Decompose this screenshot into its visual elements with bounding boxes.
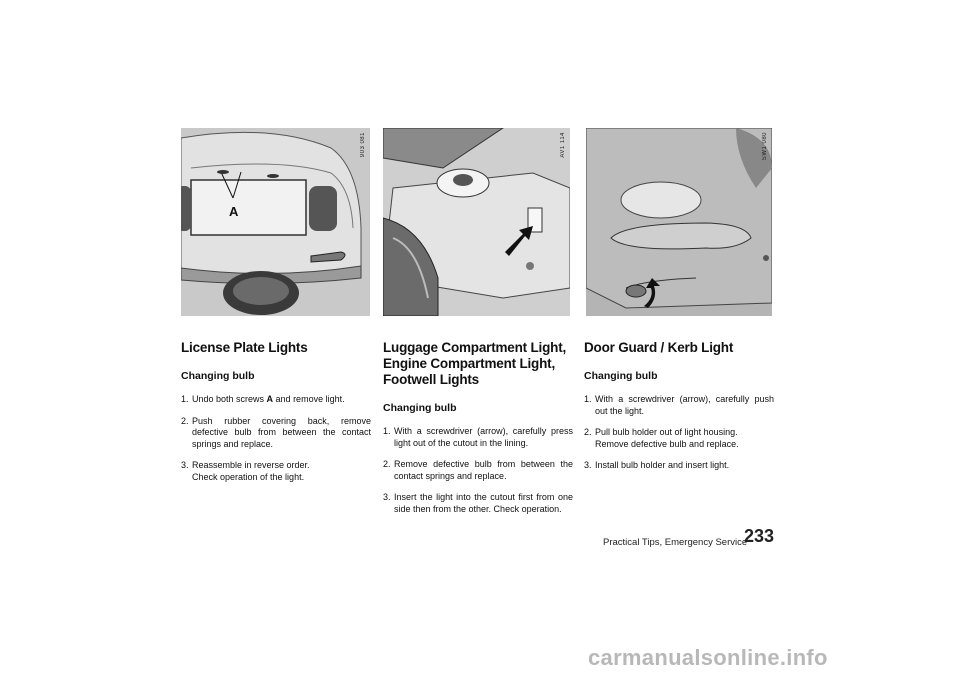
- step-item: 1. With a screwdriver (arrow), carefully press light out of the cutout in the lining.: [383, 426, 573, 448]
- step-list: [181, 394, 371, 483]
- step-item: 3. Install bulb holder and insert light.: [584, 460, 730, 470]
- license-plate-illustration: [181, 128, 370, 316]
- figure-door-guard: [586, 128, 772, 316]
- label-a: A: [229, 204, 239, 219]
- watermark-text: carmanualsonline.info: [588, 645, 828, 670]
- section-subtitle: Changing bulb: [383, 402, 457, 414]
- step-list: [584, 394, 774, 472]
- section-subtitle: Changing bulb: [181, 370, 255, 382]
- column-compartment-lights: [383, 340, 573, 525]
- door-guard-illustration: [586, 128, 772, 316]
- section-title: Luggage Compartment Light, Engine Compartment Light, Footwell Lights: [383, 340, 567, 387]
- step-item: 2. Push rubber covering back, remove defective bulb from between the contact springs and replace.: [181, 415, 371, 449]
- figure-compartment: [383, 128, 570, 316]
- step-item: 1. Undo both screws A and remove light.: [181, 394, 345, 404]
- section-title: License Plate Lights: [181, 340, 308, 355]
- compartment-illustration: [383, 128, 570, 316]
- figure-code: AV1 114: [560, 132, 566, 158]
- column-door-guard-light: [584, 340, 774, 482]
- page-number: 233: [744, 526, 775, 546]
- step-item: 3. Reassemble in reverse order. Check operation of the light.: [181, 460, 310, 482]
- step-item: 3. Insert the light into the cutout first from one side then from the other. Check operation.: [383, 492, 573, 514]
- column-license-plate-lights: [181, 340, 371, 493]
- figure-code: 903 081: [360, 132, 366, 158]
- figure-code: SW1 080: [762, 132, 768, 161]
- step-item: 1. With a screwdriver (arrow), carefully push out the light.: [584, 394, 774, 416]
- figure-license-plate: [181, 128, 370, 316]
- section-title: Door Guard / Kerb Light: [584, 340, 734, 355]
- footer-section-name: Practical Tips, Emergency Service: [603, 537, 748, 548]
- section-subtitle: Changing bulb: [584, 370, 658, 382]
- step-item: 2. Remove defective bulb from between the contact springs and replace.: [383, 459, 573, 481]
- step-list: [383, 426, 573, 515]
- step-item: 2. Pull bulb holder out of light housing. Remove defective bulb and replace.: [584, 427, 739, 449]
